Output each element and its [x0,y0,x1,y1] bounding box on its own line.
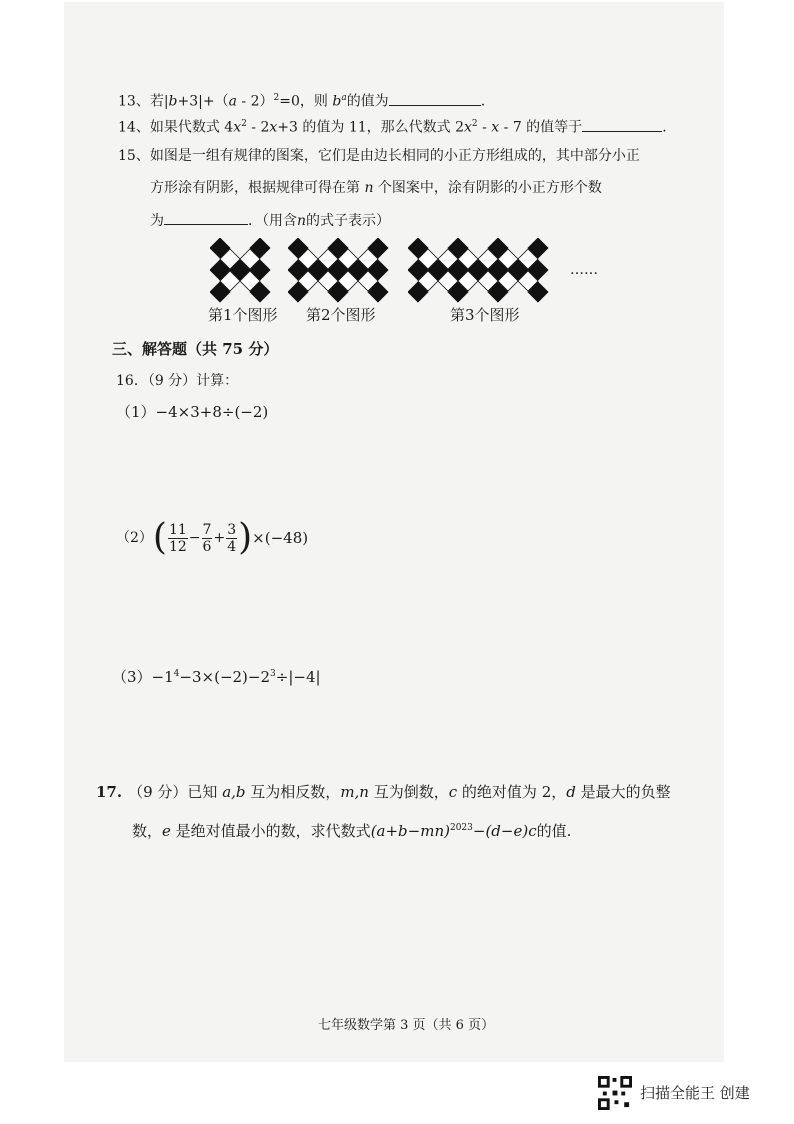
pattern-figure-2 [288,238,394,304]
figure-label-2: 第2个图形 [306,306,376,324]
question-16-part3: $(3)-1^4-3\times(-2)-2^3\div|-4|$ [112,668,321,686]
question-16-head: 16．（9 分）计算： [116,373,239,389]
question-17-line2: 数，e 是绝对值最小的数，求代数式$(a+b-mn)^{2023}-(d-e)c$的值. [132,822,572,840]
figure-label-1: 第1个图形 [208,306,278,324]
question-16-part2: （2）( $\frac{11}{12}$ − $\frac{7}{6}$ + $\frac{3}{4}$ )×(−48) [116,517,309,558]
fraction-3-4: $\frac{3}{4}$ [227,521,237,555]
question-14: 14、如果代数式 $4x^2 - 2x+3$ 的值为 11，那么代数式 $2x^2$ - x - 7 的值等于 . [118,114,667,138]
scanner-watermark: 扫描全能王 创建 [640,1084,750,1102]
answer-blank[interactable] [389,91,481,106]
question-15-line1: 15、如图是一组有规律的图案，它们是由边长相同的小正方形组成的，其中部分小正 [118,148,640,164]
answer-blank[interactable] [582,117,662,132]
pattern-figure-1 [210,238,276,304]
fraction-7-6: $\frac{7}{6}$ [202,521,212,555]
section-title: 三、解答题（共 75 分） [112,340,279,358]
question-15-line3: 为 ．（用含n的式子表示） [150,210,390,231]
fraction-11-12: $\frac{11}{12}$ [168,521,187,555]
pattern-ellipsis: …… [570,262,598,278]
pattern-figure-3 [408,238,554,304]
qr-code-icon [598,1076,632,1110]
question-17-line1: 17. （9 分）已知 a,b 互为相反数，m,n 互为倒数，c 的绝对值为 2，d 是最大的负整 [96,783,671,801]
figure-label-3: 第3个图形 [450,306,520,324]
page-footer: 七年级数学第 3 页（共 6 页） [318,1018,495,1033]
question-13: 13、若|b+3|+（a - 2）$^2$=0，则 $b^a$的值为 . [118,88,485,112]
question-16-part1: （1）−4×3+8÷(−2) [116,403,269,421]
answer-blank[interactable] [164,210,248,225]
question-15-line2: 方形涂有阴影，根据规律可得在第 n 个图案中，涂有阴影的小正方形个数 [150,180,602,196]
